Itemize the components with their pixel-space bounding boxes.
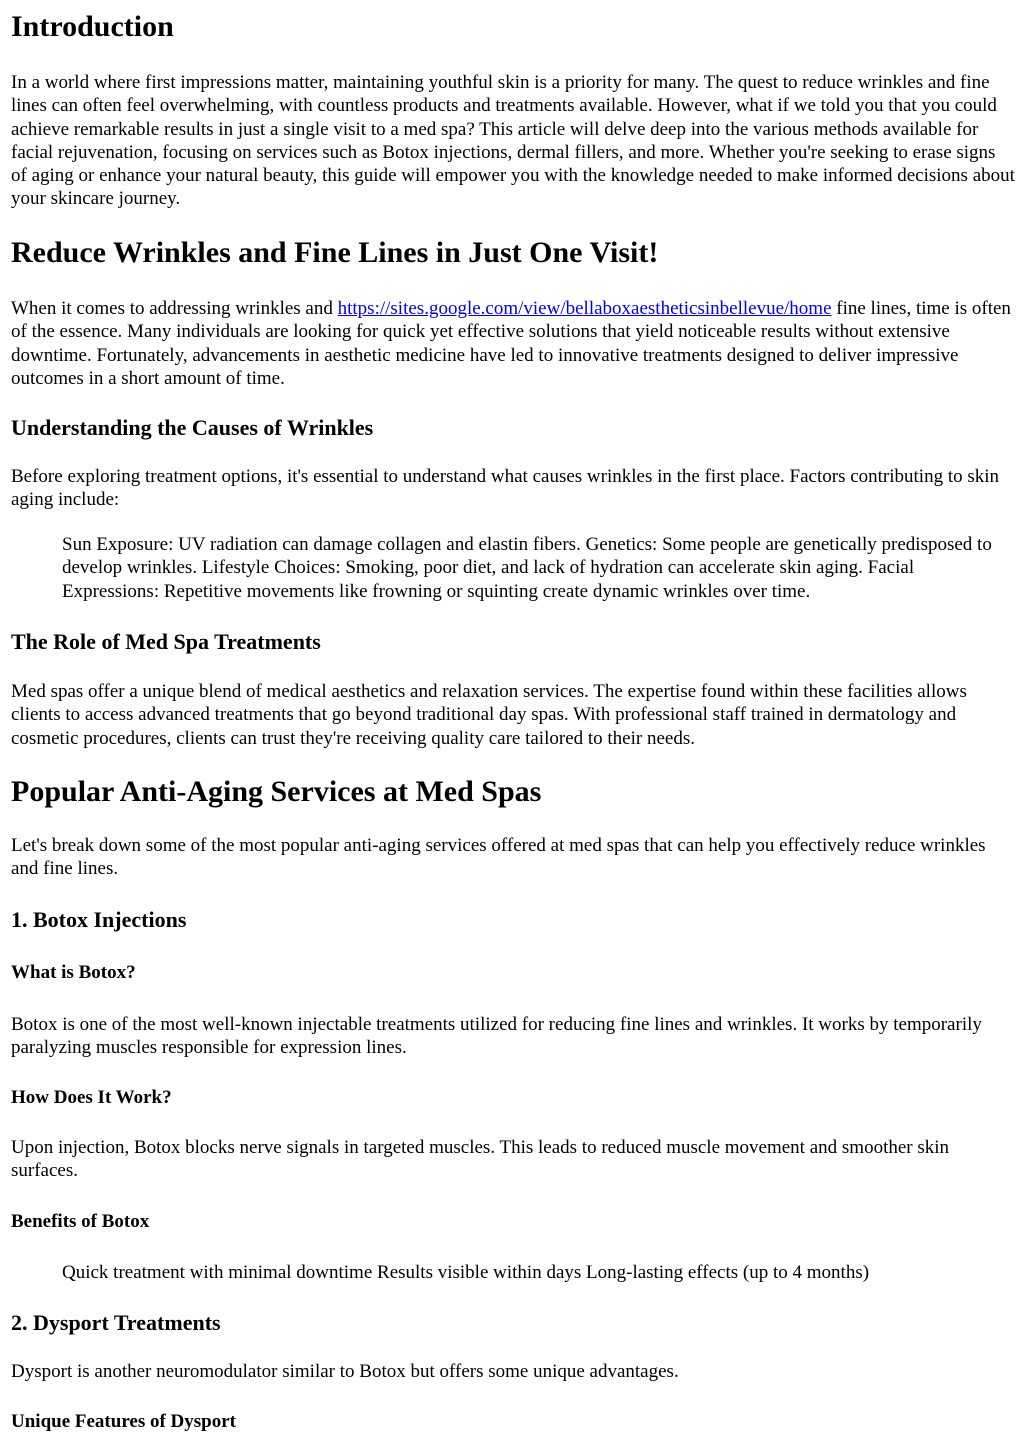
dysport-paragraph: Dysport is another neuromodulator similar to Botox but offers some unique advantages. [11, 1361, 679, 1382]
bellabox-link[interactable]: https://sites.google.com/view/bellaboxaestheticsinbellevue/home [337, 298, 832, 319]
what-is-botox-paragraph: Botox is one of the most well-known injectable treatments utilized for reducing fine lines and wrinkles. It works by temporarily paralyzing muscles responsible for expression lines. [11, 1014, 982, 1059]
how-does-it-work-paragraph: Upon injection, Botox blocks nerve signals in targeted muscles. This leads to reduced muscle movement and smoother skin surfaces. [11, 1137, 950, 1182]
role-paragraph: Med spas offer a unique blend of medical aesthetics and relaxation services. The expertise found within these facilities allows clients to access advanced treatments that go beyond traditional day spas. With professional staff trained in dermatology and cosmetic procedures, clients can trust they're receiving quality care tailored to their needs. [11, 681, 967, 749]
intro-heading: Introduction [11, 10, 174, 43]
reduce-paragraph [11, 297, 1015, 390]
botox-heading: 1. Botox Injections [11, 907, 187, 932]
benefits-of-botox-list: Quick treatment with minimal downtime Results visible within days Long-lasting effects (up to 4 months) [62, 1262, 870, 1283]
causes-heading: Understanding the Causes of Wrinkles [11, 415, 374, 440]
reduce-heading: Reduce Wrinkles and Fine Lines in Just One Visit! [11, 236, 659, 269]
what-is-botox-heading: What is Botox? [11, 962, 136, 983]
popular-paragraph: Let's break down some of the most popular anti-aging services offered at med spas that can help you effectively reduce wrinkles and fine lines. [11, 835, 986, 880]
popular-heading: Popular Anti-Aging Services at Med Spas [11, 775, 542, 808]
reduce-text-before-link: When it comes to addressing wrinkles and [11, 298, 338, 319]
causes-paragraph: Before exploring treatment options, it's essential to understand what causes wrinkles in the first place. Factors contributing to skin aging include: [11, 466, 1000, 511]
unique-features-heading: Unique Features of Dysport [11, 1411, 237, 1432]
role-heading: The Role of Med Spa Treatments [11, 629, 321, 654]
reduce-text-after-link: fine lines, time is often of the essence. Many individuals are looking for quick yet effective solutions that yield noticeable results without extensive downtime. Fortunately, advancements in aesthetic medicine have led to innovative treatments designed to deliver impressive outcomes in a short amount of time. [11, 298, 1011, 389]
intro-paragraph: In a world where first impressions matter, maintaining youthful skin is a priority for many. The quest to reduce wrinkles and fine lines can often feel overwhelming, with countless products and treatments available. However, what if we told you that you could achieve remarkable results in just a single visit to a med spa? This article will delve deep into the various methods available for facial rejuvenation, focusing on services such as Botox injections, dermal fillers, and more. Whether you're seeking to erase signs of aging or enhance your natural beauty, this guide will empower you with the knowledge needed to make informed decisions about your skincare journey. [11, 72, 1015, 210]
dysport-heading: 2. Dysport Treatments [11, 1310, 221, 1335]
benefits-of-botox-heading: Benefits of Botox [11, 1211, 150, 1232]
how-does-it-work-heading: How Does It Work? [11, 1087, 172, 1108]
causes-list: Sun Exposure: UV radiation can damage collagen and elastin fibers. Genetics: Some people are genetically predisposed to develop wrinkles. Lifestyle Choices: Smoking, poor diet, and lack of hydration can accelerate skin aging. Facial Expressions: Repetitive movements like frowning or squinting create dynamic wrinkles over time. [62, 534, 992, 602]
